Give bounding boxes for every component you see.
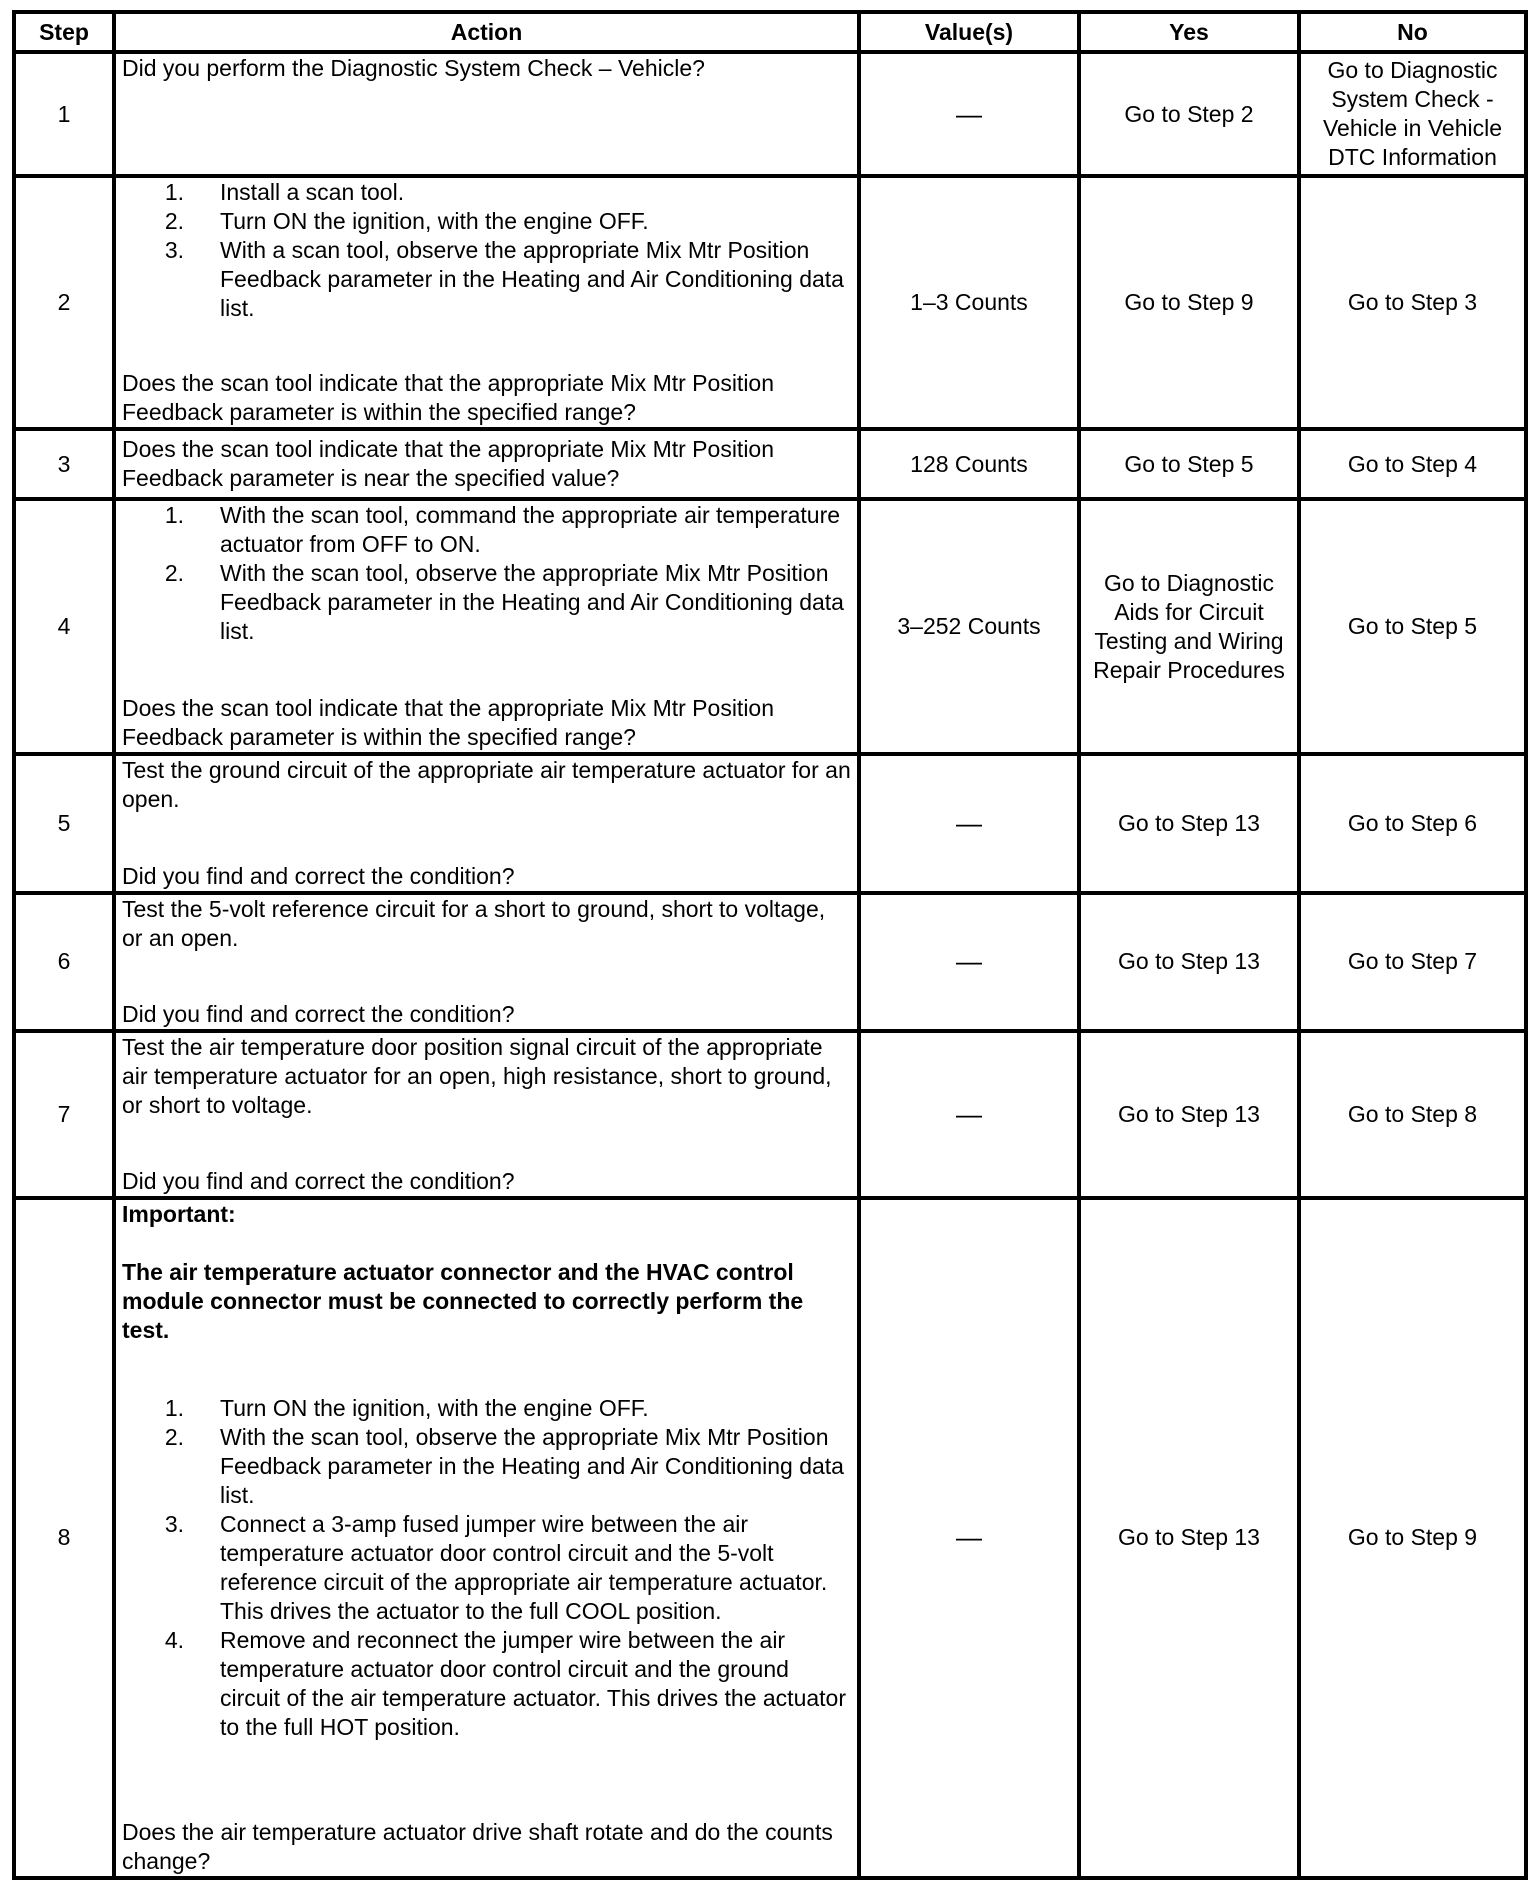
table-row-step-1 xyxy=(14,52,1526,176)
question-text: Does the scan tool indicate that the appropriate Mix Mtr Position Feedback parameter is within the specified range? xyxy=(122,370,775,426)
step-number: 3 xyxy=(14,429,114,499)
header-yes: Yes xyxy=(1079,12,1299,52)
step-number: 6 xyxy=(14,893,114,1031)
yes-cell: Go to Step 5 xyxy=(1079,429,1299,499)
step-number: 4 xyxy=(14,499,114,754)
no-cell: Go to Step 3 xyxy=(1299,176,1526,429)
no-cell: Go to Diagnostic System Check - Vehicle in Vehicle DTC Information xyxy=(1299,52,1526,176)
header-row xyxy=(14,12,1526,52)
table-row-step-7 xyxy=(14,1031,1526,1198)
table-row-step-5 xyxy=(14,754,1526,892)
yes-cell: Go to Step 9 xyxy=(1079,176,1299,429)
no-cell: Go to Step 9 xyxy=(1299,1198,1526,1878)
question-text: Does the air temperature actuator drive shaft rotate and do the counts change? xyxy=(122,1819,833,1874)
table-row-step-6 xyxy=(14,893,1526,1031)
table-row-step-3 xyxy=(14,429,1526,499)
yes-cell: Go to Step 13 xyxy=(1079,1031,1299,1198)
diagnostic-table xyxy=(12,10,1528,1880)
action-cell xyxy=(114,1198,859,1878)
important-text: The air temperature actuator connector and the HVAC control module connector must be connected to correctly perform the test. xyxy=(122,1258,804,1343)
header-action: Action xyxy=(114,12,859,52)
action-cell xyxy=(114,754,859,892)
no-cell: Go to Step 8 xyxy=(1299,1031,1526,1198)
no-cell: Go to Step 4 xyxy=(1299,429,1526,499)
question-text: Did you find and correct the condition? xyxy=(122,1167,515,1194)
table-row-step-2 xyxy=(14,176,1526,429)
header-step: Step xyxy=(14,12,114,52)
procedure-step: 1. With the scan tool, command the appropriate air temperature actuator from OFF to ON. xyxy=(164,502,841,558)
value-cell: — xyxy=(859,754,1079,892)
question-text: Did you find and correct the condition? xyxy=(122,862,515,889)
header-values: Value(s) xyxy=(859,12,1079,52)
action-cell xyxy=(114,499,859,754)
question-text: Does the scan tool indicate that the appropriate Mix Mtr Position Feedback parameter is within the specified range? xyxy=(122,695,775,751)
procedure-step: 2. With the scan tool, observe the appropriate Mix Mtr Position Feedback parameter in the Heating and Air Conditioning data list. xyxy=(164,560,844,645)
procedure-step: 1. Install a scan tool. xyxy=(164,179,405,206)
value-cell: — xyxy=(859,1031,1079,1198)
value-cell: — xyxy=(859,893,1079,1031)
procedure-step: 1. Turn ON the ignition, with the engine OFF. xyxy=(164,1394,649,1421)
header-no: No xyxy=(1299,12,1526,52)
yes-cell: Go to Step 13 xyxy=(1079,893,1299,1031)
value-cell: — xyxy=(859,52,1079,176)
procedure-step: 4. Remove and reconnect the jumper wire between the air temperature actuator door control circuit and the ground circuit of the air temperature actuator. This drives the actuator to the full HOT position. xyxy=(164,1626,846,1740)
action-text: Test the ground circuit of the appropriate air temperature actuator for an open. xyxy=(122,757,851,813)
step-number: 2 xyxy=(14,176,114,429)
important-label: Important: xyxy=(122,1200,236,1227)
yes-cell: Go to Step 2 xyxy=(1079,52,1299,176)
value-cell: 3–252 Counts xyxy=(859,499,1079,754)
table-row-step-4 xyxy=(14,499,1526,754)
no-cell: Go to Step 5 xyxy=(1299,499,1526,754)
action-text: Test the 5-volt reference circuit for a short to ground, short to voltage, or an open. xyxy=(122,895,826,951)
action-cell xyxy=(114,893,859,1031)
step-number: 1 xyxy=(14,52,114,176)
yes-cell: Go to Diagnostic Aids for Circuit Testing and Wiring Repair Procedures xyxy=(1079,499,1299,754)
step-number: 5 xyxy=(14,754,114,892)
action-cell xyxy=(114,1031,859,1198)
step-number: 8 xyxy=(14,1198,114,1878)
procedure-step: 2. With the scan tool, observe the appropriate Mix Mtr Position Feedback parameter in the Heating and Air Conditioning data list. xyxy=(164,1423,844,1508)
action-cell xyxy=(114,429,859,499)
procedure-step: 3. Connect a 3-amp fused jumper wire between the air temperature actuator door control circuit and the 5-volt reference circuit of the appropriate air temperature actuator. This drives the actuator to the full COOL position. xyxy=(164,1510,828,1624)
procedure-list xyxy=(122,178,851,323)
no-cell: Go to Step 7 xyxy=(1299,893,1526,1031)
action-text: Test the air temperature door position signal circuit of the appropriate air temperature actuator for an open, high resistance, short to ground, or short to voltage. xyxy=(122,1034,832,1119)
procedure-step: 2. Turn ON the ignition, with the engine OFF. xyxy=(164,208,649,235)
yes-cell: Go to Step 13 xyxy=(1079,1198,1299,1878)
question-text: Did you find and correct the condition? xyxy=(122,1001,515,1028)
procedure-list xyxy=(122,501,851,646)
procedure-step: 3. With a scan tool, observe the appropriate Mix Mtr Position Feedback parameter in the Heating and Air Conditioning data list. xyxy=(164,237,844,322)
yes-cell: Go to Step 13 xyxy=(1079,754,1299,892)
value-cell: 1–3 Counts xyxy=(859,176,1079,429)
table-row-step-8 xyxy=(14,1198,1526,1878)
action-cell xyxy=(114,176,859,429)
question-text: Does the scan tool indicate that the appropriate Mix Mtr Position Feedback parameter is near the specified value? xyxy=(122,436,775,492)
no-cell: Go to Step 6 xyxy=(1299,754,1526,892)
action-cell xyxy=(114,52,859,176)
value-cell: — xyxy=(859,1198,1079,1878)
value-cell: 128 Counts xyxy=(859,429,1079,499)
step-number: 7 xyxy=(14,1031,114,1198)
action-text: Did you perform the Diagnostic System Check – Vehicle? xyxy=(122,55,705,81)
procedure-list xyxy=(122,1394,851,1742)
